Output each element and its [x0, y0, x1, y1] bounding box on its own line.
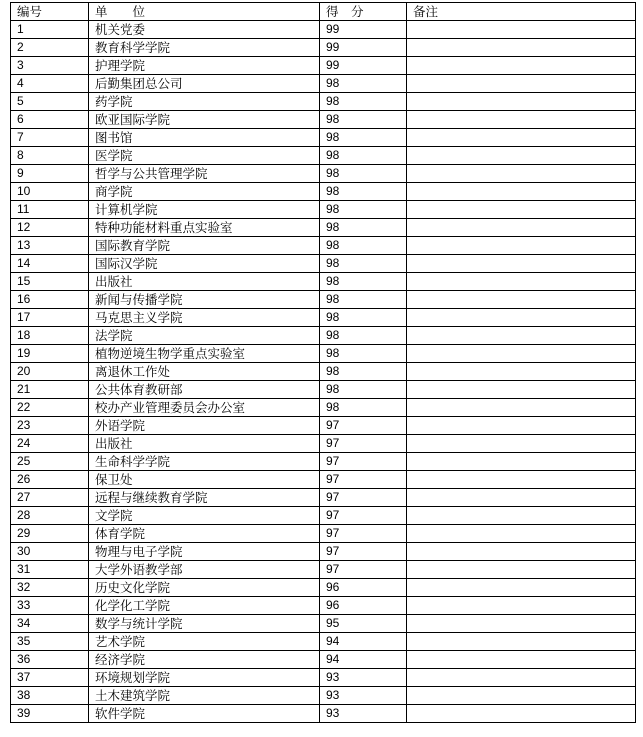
cell-no: 4: [11, 75, 89, 93]
cell-score: 98: [320, 111, 407, 129]
cell-no: 23: [11, 417, 89, 435]
cell-score: 98: [320, 147, 407, 165]
cell-no: 21: [11, 381, 89, 399]
cell-unit: 历史文化学院: [89, 579, 320, 597]
cell-no: 26: [11, 471, 89, 489]
table-body: [11, 21, 636, 723]
cell-unit: 土木建筑学院: [89, 687, 320, 705]
table-row: [11, 381, 636, 399]
cell-score: 98: [320, 291, 407, 309]
cell-unit: 后勤集团总公司: [89, 75, 320, 93]
cell-no: 35: [11, 633, 89, 651]
cell-unit: 生命科学学院: [89, 453, 320, 471]
table-row: [11, 93, 636, 111]
cell-note: [407, 183, 636, 201]
cell-note: [407, 57, 636, 75]
cell-unit: 教育科学学院: [89, 39, 320, 57]
cell-no: 36: [11, 651, 89, 669]
cell-score: 98: [320, 129, 407, 147]
cell-no: 19: [11, 345, 89, 363]
cell-score: 99: [320, 57, 407, 75]
header-note: 备注: [407, 3, 636, 21]
cell-unit: 物理与电子学院: [89, 543, 320, 561]
table-row: [11, 129, 636, 147]
cell-score: 94: [320, 633, 407, 651]
cell-unit: 艺术学院: [89, 633, 320, 651]
cell-unit: 校办产业管理委员会办公室: [89, 399, 320, 417]
cell-unit: 哲学与公共管理学院: [89, 165, 320, 183]
cell-note: [407, 111, 636, 129]
cell-no: 12: [11, 219, 89, 237]
cell-unit: 体育学院: [89, 525, 320, 543]
header-row: [11, 3, 636, 21]
cell-no: 34: [11, 615, 89, 633]
table-row: [11, 21, 636, 39]
cell-no: 10: [11, 183, 89, 201]
cell-note: [407, 453, 636, 471]
score-sheet: [10, 2, 636, 723]
cell-note: [407, 561, 636, 579]
cell-note: [407, 201, 636, 219]
cell-no: 39: [11, 705, 89, 723]
cell-unit: 离退休工作处: [89, 363, 320, 381]
cell-score: 98: [320, 237, 407, 255]
cell-note: [407, 345, 636, 363]
cell-no: 20: [11, 363, 89, 381]
table-row: [11, 183, 636, 201]
table-row: [11, 345, 636, 363]
table-row: [11, 111, 636, 129]
table-row: [11, 75, 636, 93]
cell-note: [407, 291, 636, 309]
cell-no: 2: [11, 39, 89, 57]
cell-score: 99: [320, 39, 407, 57]
cell-note: [407, 579, 636, 597]
cell-score: 98: [320, 327, 407, 345]
cell-no: 28: [11, 507, 89, 525]
table-row: [11, 327, 636, 345]
cell-score: 97: [320, 561, 407, 579]
cell-note: [407, 219, 636, 237]
cell-score: 93: [320, 705, 407, 723]
cell-note: [407, 309, 636, 327]
cell-score: 98: [320, 201, 407, 219]
cell-unit: 医学院: [89, 147, 320, 165]
cell-unit: 文学院: [89, 507, 320, 525]
table-row: [11, 237, 636, 255]
cell-unit: 外语学院: [89, 417, 320, 435]
table-row: [11, 705, 636, 723]
cell-unit: 经济学院: [89, 651, 320, 669]
table-row: [11, 525, 636, 543]
cell-no: 6: [11, 111, 89, 129]
cell-note: [407, 399, 636, 417]
cell-score: 93: [320, 687, 407, 705]
cell-score: 97: [320, 543, 407, 561]
cell-note: [407, 597, 636, 615]
cell-note: [407, 633, 636, 651]
cell-unit: 药学院: [89, 93, 320, 111]
table-row: [11, 255, 636, 273]
cell-score: 98: [320, 345, 407, 363]
cell-unit: 国际汉学院: [89, 255, 320, 273]
cell-unit: 欧亚国际学院: [89, 111, 320, 129]
table-row: [11, 39, 636, 57]
cell-score: 97: [320, 489, 407, 507]
cell-no: 5: [11, 93, 89, 111]
cell-no: 33: [11, 597, 89, 615]
table-row: [11, 309, 636, 327]
cell-note: [407, 273, 636, 291]
cell-no: 16: [11, 291, 89, 309]
cell-note: [407, 525, 636, 543]
table-header: [11, 3, 636, 21]
cell-unit: 数学与统计学院: [89, 615, 320, 633]
table-row: [11, 219, 636, 237]
cell-note: [407, 507, 636, 525]
cell-unit: 商学院: [89, 183, 320, 201]
cell-no: 14: [11, 255, 89, 273]
cell-score: 98: [320, 399, 407, 417]
cell-note: [407, 705, 636, 723]
cell-unit: 出版社: [89, 273, 320, 291]
cell-note: [407, 165, 636, 183]
table-row: [11, 201, 636, 219]
cell-score: 97: [320, 453, 407, 471]
cell-score: 97: [320, 525, 407, 543]
table-row: [11, 507, 636, 525]
cell-score: 98: [320, 363, 407, 381]
table-row: [11, 687, 636, 705]
cell-unit: 化学化工学院: [89, 597, 320, 615]
cell-note: [407, 327, 636, 345]
cell-score: 98: [320, 309, 407, 327]
table-row: [11, 147, 636, 165]
cell-no: 32: [11, 579, 89, 597]
cell-score: 98: [320, 381, 407, 399]
cell-no: 29: [11, 525, 89, 543]
cell-no: 31: [11, 561, 89, 579]
cell-score: 98: [320, 183, 407, 201]
cell-no: 15: [11, 273, 89, 291]
cell-note: [407, 687, 636, 705]
table-row: [11, 633, 636, 651]
cell-unit: 保卫处: [89, 471, 320, 489]
cell-note: [407, 75, 636, 93]
cell-note: [407, 669, 636, 687]
cell-score: 98: [320, 93, 407, 111]
cell-score: 98: [320, 219, 407, 237]
cell-score: 97: [320, 435, 407, 453]
cell-unit: 马克思主义学院: [89, 309, 320, 327]
cell-no: 24: [11, 435, 89, 453]
table-row: [11, 471, 636, 489]
header-score: 得 分: [320, 3, 407, 21]
cell-unit: 公共体育教研部: [89, 381, 320, 399]
cell-no: 9: [11, 165, 89, 183]
cell-note: [407, 417, 636, 435]
header-unit: 单 位: [89, 3, 320, 21]
table-row: [11, 399, 636, 417]
cell-score: 98: [320, 273, 407, 291]
cell-no: 1: [11, 21, 89, 39]
table-row: [11, 417, 636, 435]
cell-unit: 软件学院: [89, 705, 320, 723]
cell-unit: 法学院: [89, 327, 320, 345]
cell-unit: 计算机学院: [89, 201, 320, 219]
cell-no: 30: [11, 543, 89, 561]
cell-unit: 远程与继续教育学院: [89, 489, 320, 507]
cell-note: [407, 93, 636, 111]
table-row: [11, 615, 636, 633]
cell-unit: 出版社: [89, 435, 320, 453]
header-no: 编号: [11, 3, 89, 21]
cell-no: 7: [11, 129, 89, 147]
cell-no: 17: [11, 309, 89, 327]
cell-unit: 图书馆: [89, 129, 320, 147]
table-row: [11, 165, 636, 183]
table-row: [11, 453, 636, 471]
cell-note: [407, 39, 636, 57]
cell-unit: 机关党委: [89, 21, 320, 39]
table-row: [11, 651, 636, 669]
table-row: [11, 291, 636, 309]
cell-no: 22: [11, 399, 89, 417]
cell-note: [407, 471, 636, 489]
cell-unit: 大学外语教学部: [89, 561, 320, 579]
cell-note: [407, 435, 636, 453]
cell-score: 97: [320, 417, 407, 435]
table-row: [11, 561, 636, 579]
cell-note: [407, 237, 636, 255]
cell-score: 97: [320, 471, 407, 489]
cell-score: 98: [320, 255, 407, 273]
cell-score: 96: [320, 597, 407, 615]
cell-note: [407, 129, 636, 147]
cell-score: 95: [320, 615, 407, 633]
cell-no: 13: [11, 237, 89, 255]
cell-no: 25: [11, 453, 89, 471]
table-row: [11, 57, 636, 75]
table-row: [11, 363, 636, 381]
table-row: [11, 669, 636, 687]
cell-unit: 特种功能材料重点实验室: [89, 219, 320, 237]
table-row: [11, 579, 636, 597]
cell-score: 93: [320, 669, 407, 687]
cell-unit: 新闻与传播学院: [89, 291, 320, 309]
cell-unit: 环境规划学院: [89, 669, 320, 687]
cell-score: 97: [320, 507, 407, 525]
cell-unit: 国际教育学院: [89, 237, 320, 255]
cell-unit: 植物逆境生物学重点实验室: [89, 345, 320, 363]
cell-note: [407, 147, 636, 165]
cell-no: 37: [11, 669, 89, 687]
cell-no: 8: [11, 147, 89, 165]
cell-note: [407, 651, 636, 669]
score-table: [10, 2, 636, 723]
cell-note: [407, 255, 636, 273]
cell-note: [407, 21, 636, 39]
cell-no: 38: [11, 687, 89, 705]
cell-no: 11: [11, 201, 89, 219]
cell-note: [407, 363, 636, 381]
table-row: [11, 543, 636, 561]
table-row: [11, 489, 636, 507]
cell-note: [407, 381, 636, 399]
cell-no: 3: [11, 57, 89, 75]
cell-score: 94: [320, 651, 407, 669]
table-row: [11, 435, 636, 453]
cell-score: 96: [320, 579, 407, 597]
cell-note: [407, 489, 636, 507]
cell-score: 98: [320, 75, 407, 93]
cell-unit: 护理学院: [89, 57, 320, 75]
cell-no: 18: [11, 327, 89, 345]
cell-note: [407, 615, 636, 633]
table-row: [11, 273, 636, 291]
cell-no: 27: [11, 489, 89, 507]
cell-note: [407, 543, 636, 561]
table-row: [11, 597, 636, 615]
cell-score: 98: [320, 165, 407, 183]
cell-score: 99: [320, 21, 407, 39]
